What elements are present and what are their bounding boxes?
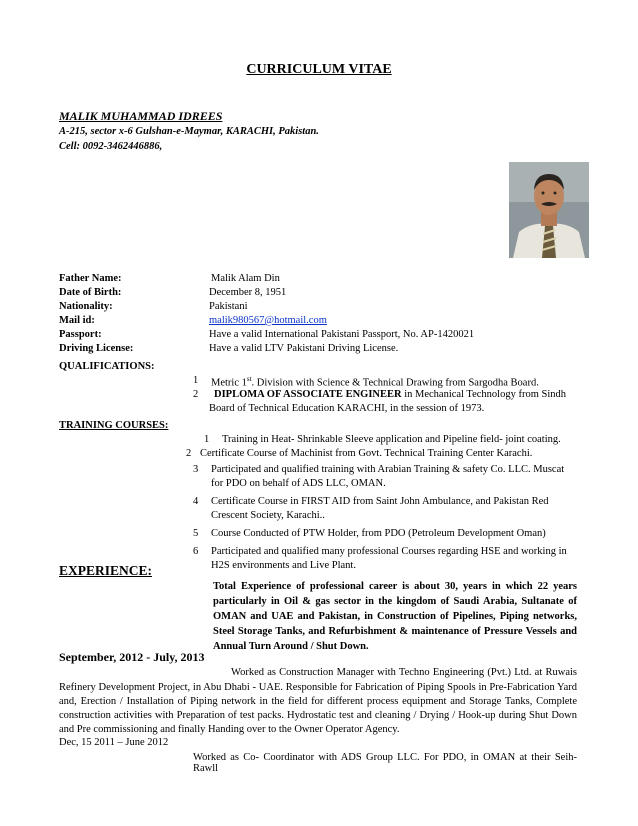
- job-line: and Pre commissioning and finally Handing over to the Owner Operator Agency.: [59, 724, 400, 735]
- label-father-name: Father Name:: [59, 273, 122, 284]
- qualification-text-line2: Board of Technical Education KARACHI, in the session of 1973.: [209, 403, 485, 414]
- qualification-text: Metric 1: [211, 377, 247, 389]
- experience-summary: [213, 579, 577, 654]
- qualification-text: . Division with Science & Technical Drawing from Sargodha Board.: [251, 377, 539, 389]
- training-item: Participated and qualified many professional Courses regarding HSE and working in: [211, 546, 567, 557]
- training-item: Certificate Course in FIRST AID from Saint John Ambulance, and Pakistan Red: [211, 496, 549, 507]
- training-item: Certificate Course of Machinist from Govt. Technical Training Center Karachi.: [200, 448, 533, 459]
- training-number: 4: [193, 496, 199, 507]
- label-mail-id: Mail id:: [59, 315, 95, 326]
- address: A-215, sector x-6 Gulshan-e-Maymar, KARACHI, Pakistan.: [59, 126, 319, 137]
- job-line: and, Erection / Installation of Piping network in the field for different process equipment and Storage Tanks, Complete: [59, 696, 577, 707]
- qualification-number: 1: [193, 375, 199, 386]
- page-title: CURRICULUM VITAE: [246, 62, 392, 77]
- qualification-item: [214, 389, 566, 400]
- training-number: 1: [204, 434, 210, 445]
- job-description: [59, 681, 577, 737]
- email-link[interactable]: malik980567@hotmail.com: [209, 315, 327, 326]
- qualification-number: 2: [193, 389, 199, 400]
- job-period: September, 2012 - July, 2013: [59, 650, 205, 664]
- training-item: Training in Heat- Shrinkable Sleeve application and Pipeline field- joint coating.: [222, 434, 561, 445]
- value-passport: Have a valid International Pakistani Passport, No. AP-1420021: [209, 329, 475, 340]
- summary-line: particularly in Oil & gas sector in the kingdom of Saudi Arabia, Sultanate of: [213, 596, 577, 607]
- label-passport: Passport:: [59, 329, 102, 340]
- job-line: Refinery Development Project, in Abu Dhabi - UAE. Responsible for Fabrication of Piping Spools in Pre-Fabrication Yard: [59, 682, 577, 693]
- training-item: Course Conducted of PTW Holder, from PDO (Petroleum Development Oman): [211, 528, 546, 539]
- job-description-first: Worked as Construction Manager with Techno Engineering (Pvt.) Ltd. at Ruwais: [231, 667, 577, 678]
- value-date-of-birth: December 8, 1951: [209, 287, 287, 298]
- training-heading: TRAINING COURSES:: [59, 420, 169, 431]
- value-nationality: Pakistani: [209, 301, 248, 312]
- profile-photo: [509, 162, 589, 258]
- cell-number: Cell: 0092-3462446886,: [59, 141, 163, 152]
- training-item-line2: Crescent Society, Karachi..: [211, 510, 325, 521]
- training-item-line2: for PDO on behalf of ADS LLC, OMAN.: [211, 478, 386, 489]
- value-driving-license: Have a valid LTV Pakistani Driving License.: [209, 343, 399, 354]
- label-nationality: Nationality:: [59, 301, 113, 312]
- training-number: 3: [193, 464, 199, 475]
- summary-line: OMAN and UAE and Pakistan, in Construction of Pipelines, Piping networks,: [213, 611, 577, 622]
- label-date-of-birth: Date of Birth:: [59, 287, 122, 298]
- candidate-name: MALIK MUHAMMAD IDREES: [59, 109, 223, 123]
- training-number: 2: [186, 448, 192, 459]
- training-item-line2: H2S environments and Live Plant.: [211, 560, 356, 571]
- job-period: Dec, 15 2011 – June 2012: [59, 737, 169, 748]
- training-item: Participated and qualified training with Arabian Training & safety Co. LLC. Muscat: [211, 464, 565, 475]
- summary-line: Steel Storage Tanks, and Refurbishment & maintenance of Pressure Vessels and: [213, 626, 577, 637]
- qualification-text: in Mechanical Technology from Sindh: [401, 389, 566, 400]
- experience-heading: EXPERIENCE:: [59, 563, 153, 578]
- value-father-name: Malik Alam Din: [211, 273, 280, 284]
- training-number: 5: [193, 528, 199, 539]
- summary-line: Annual Turn Around / Shut Down.: [213, 641, 369, 652]
- qualification-item: [211, 375, 539, 389]
- qualifications-heading: QUALIFICATIONS:: [59, 361, 155, 372]
- ordinal-suffix: st: [246, 375, 252, 383]
- summary-line: Total Experience of professional career is about 30, years in which 22 years: [213, 581, 577, 592]
- job-description-first: Worked as Co- Coordinator with ADS Group LLC. For PDO, in OMAN at their Seih-Rawll: [193, 752, 577, 774]
- qualification-title: DIPLOMA OF ASSOCIATE ENGINEER: [214, 389, 402, 400]
- job-line: construction activities with Preparation of test packs. Hydrostatic test and cleaning / Drying / Hook-up during Shut Down: [59, 710, 577, 721]
- label-driving-license: Driving License:: [59, 343, 134, 354]
- training-number: 6: [193, 546, 199, 557]
